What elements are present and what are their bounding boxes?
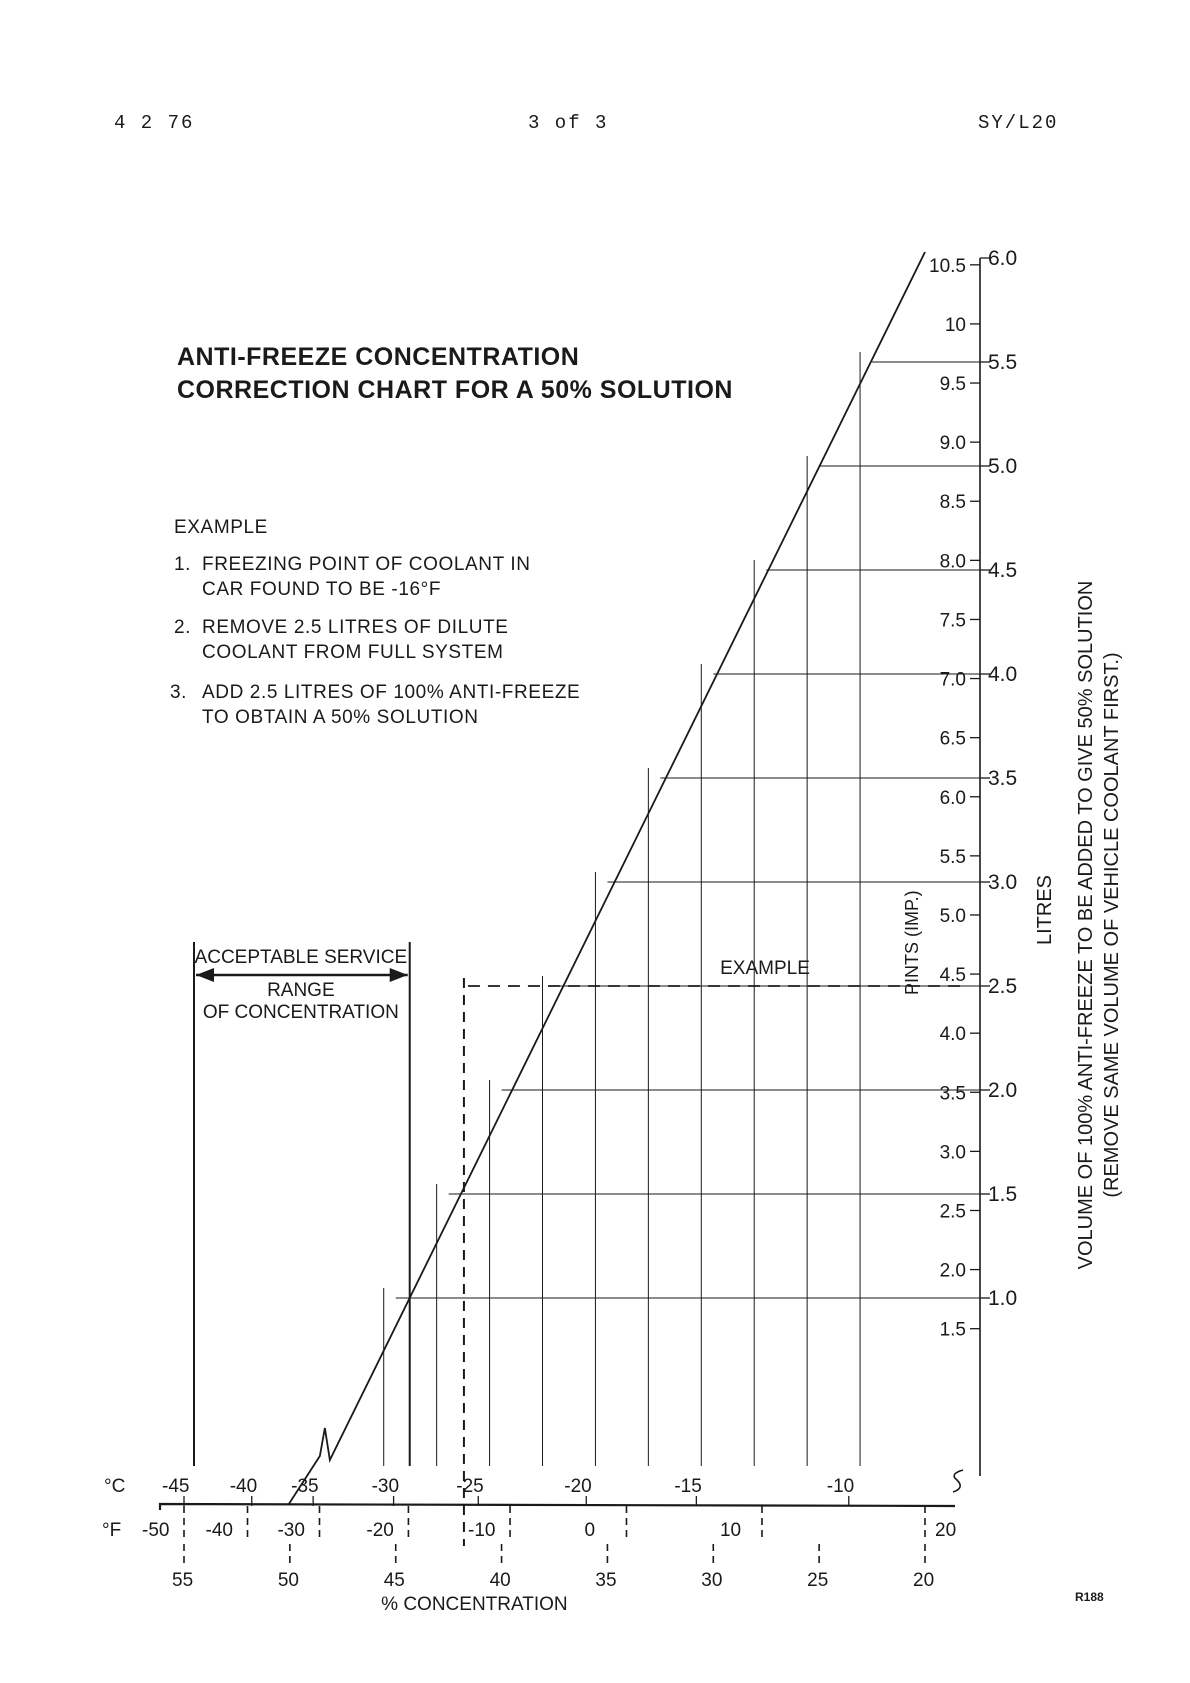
- example-step-2-line-1: REMOVE 2.5 LITRES OF DILUTE: [202, 617, 509, 638]
- pints-tick-label: 9.5: [939, 374, 966, 396]
- litres-tick-label: 5.0: [988, 455, 1018, 478]
- concentration-tick-label: 30: [701, 1570, 723, 1591]
- fahrenheit-tick-label: 0: [584, 1520, 596, 1541]
- chart-subtitle: CORRECTION CHART FOR A 50% SOLUTION: [177, 376, 733, 404]
- celsius-tick-label: -30: [371, 1476, 400, 1497]
- celsius-tick-label: -15: [674, 1476, 702, 1497]
- header-page: 3 of 3: [528, 112, 609, 134]
- pints-tick-label: 3.0: [939, 1142, 966, 1164]
- fahrenheit-tick-label: 20: [935, 1520, 957, 1541]
- diagonal-correction-line: [289, 252, 925, 1504]
- example-step-1-line-2: CAR FOUND TO BE -16°F: [202, 579, 442, 600]
- pints-tick-label: 7.5: [939, 610, 966, 632]
- litres-tick-label: 5.5: [988, 351, 1018, 374]
- pints-tick-label: 8.5: [939, 492, 966, 514]
- pints-tick-label: 2.5: [939, 1201, 966, 1223]
- litres-tick-label: 1.5: [988, 1183, 1018, 1206]
- example-step-3-num: 3.: [170, 682, 188, 703]
- concentration-tick-label: 50: [277, 1570, 299, 1591]
- example-step-1-line-1: FREEZING POINT OF COOLANT IN: [202, 554, 531, 575]
- right-axis-description-1: VOLUME OF 100% ANTI-FREEZE TO BE ADDED TO GIVE 50% SOLUTION: [1075, 580, 1097, 1270]
- range-label-line-1: ACCEPTABLE SERVICE: [194, 947, 408, 968]
- range-arrow-right-head: [390, 968, 408, 982]
- celsius-tick-label: -20: [564, 1476, 592, 1497]
- litres-tick-label: 1.0: [988, 1287, 1018, 1310]
- fahrenheit-tick-label: -50: [142, 1520, 170, 1541]
- pints-tick-label: 4.5: [939, 965, 966, 987]
- pints-tick-label: 7.0: [939, 669, 966, 691]
- pints-tick-label: 3.5: [939, 1083, 966, 1105]
- pints-tick-label: 10: [944, 314, 966, 336]
- example-step-3-line-2: TO OBTAIN A 50% SOLUTION: [202, 707, 479, 728]
- concentration-tick-label: 40: [489, 1570, 511, 1591]
- celsius-tick-label: -45: [162, 1476, 190, 1497]
- example-heading: EXAMPLE: [174, 517, 268, 538]
- example-step-3-line-1: ADD 2.5 LITRES OF 100% ANTI-FREEZE: [202, 682, 581, 703]
- chart-title: ANTI-FREEZE CONCENTRATION: [177, 343, 580, 371]
- celsius-tick-label: -40: [229, 1476, 258, 1497]
- pints-tick-label: 8.0: [939, 551, 966, 573]
- axis-break-mark: [953, 1470, 963, 1492]
- example-step-1-num: 1.: [174, 554, 192, 575]
- fahrenheit-tick-label: -20: [366, 1520, 394, 1541]
- celsius-tick-label: -25: [456, 1476, 484, 1497]
- pints-tick-label: 10.5: [929, 255, 966, 277]
- fahrenheit-tick-label: -30: [277, 1520, 305, 1541]
- pints-tick-label: 5.0: [939, 905, 966, 927]
- concentration-tick-label: 45: [383, 1570, 405, 1591]
- example-step-2-line-2: COOLANT FROM FULL SYSTEM: [202, 642, 504, 663]
- pints-tick-label: 6.5: [939, 728, 966, 750]
- fahrenheit-unit-label: °F: [102, 1520, 122, 1541]
- x-axis-label: % CONCENTRATION: [381, 1594, 568, 1615]
- fahrenheit-tick-label: -10: [468, 1520, 496, 1541]
- range-label-line-3: OF CONCENTRATION: [202, 1002, 399, 1023]
- pints-axis-label: PINTS (IMP.): [902, 890, 922, 995]
- pints-tick-label: 9.0: [939, 433, 966, 455]
- concentration-tick-label: 55: [172, 1570, 194, 1591]
- pints-tick-label: 1.5: [939, 1319, 966, 1341]
- pints-tick-label: 6.0: [939, 787, 966, 809]
- celsius-tick-label: -10: [826, 1476, 855, 1497]
- example-step-2-num: 2.: [174, 617, 192, 638]
- pints-tick-label: 4.0: [939, 1024, 966, 1046]
- pints-tick-label: 2.0: [939, 1260, 966, 1282]
- range-label-line-2: RANGE: [267, 980, 335, 1001]
- fahrenheit-tick-label: -40: [205, 1520, 233, 1541]
- pints-tick-label: 5.5: [939, 846, 966, 868]
- baseline-axis: [160, 1504, 955, 1510]
- litres-tick-label: 2.5: [988, 975, 1018, 998]
- range-arrow-left-head: [196, 968, 214, 982]
- litres-axis-label: LITRES: [1034, 874, 1056, 945]
- litres-tick-label: 2.0: [988, 1079, 1018, 1102]
- right-axis-description-2: (REMOVE SAME VOLUME OF VEHICLE COOLANT FIRST.): [1101, 652, 1123, 1198]
- header-code: SY/L20: [978, 112, 1059, 134]
- header-date: 4 2 76: [114, 112, 195, 134]
- concentration-tick-label: 25: [807, 1570, 829, 1591]
- concentration-tick-label: 20: [913, 1570, 935, 1591]
- example-chart-label: EXAMPLE: [720, 958, 810, 979]
- celsius-unit-label: °C: [104, 1476, 126, 1497]
- litres-tick-label: 4.0: [988, 663, 1018, 686]
- litres-tick-label: 3.5: [988, 767, 1018, 790]
- reference-code: R188: [1075, 1590, 1104, 1604]
- celsius-tick-label: -35: [291, 1476, 319, 1497]
- litres-tick-label: 4.5: [988, 559, 1018, 582]
- litres-tick-label: 3.0: [988, 871, 1018, 894]
- concentration-tick-label: 35: [595, 1570, 617, 1591]
- litres-tick-label: 6.0: [988, 247, 1018, 270]
- fahrenheit-tick-label: 10: [719, 1520, 742, 1541]
